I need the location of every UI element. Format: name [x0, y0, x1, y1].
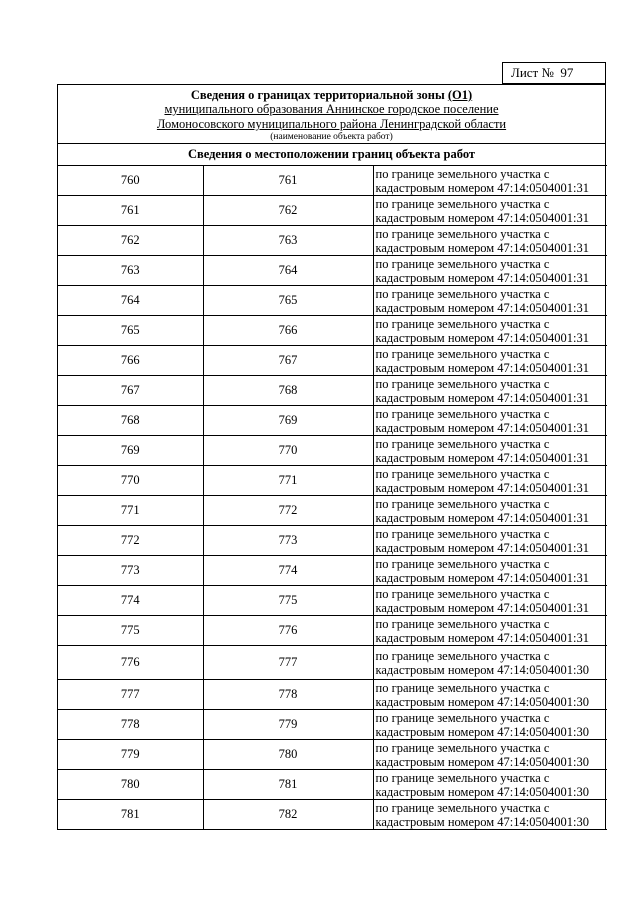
boundary-description: [373, 680, 607, 710]
description-line-2: кадастровым номером 47:14:0504001:31: [375, 240, 589, 255]
description-line-1: по границе земельного участка с: [375, 526, 550, 541]
description-line-2: кадастровым номером 47:14:0504001:31: [375, 570, 589, 585]
point-from: 766: [58, 346, 203, 376]
point-from: 765: [58, 316, 203, 346]
description-line-1: по границе земельного участка с: [375, 346, 550, 361]
boundary-description: [373, 346, 607, 376]
table-row: [58, 256, 607, 286]
description-line-2: кадастровым номером 47:14:0504001:30: [375, 724, 589, 739]
table-row: [58, 406, 607, 436]
point-from: 763: [58, 256, 203, 286]
boundary-description: [373, 586, 607, 616]
description-line-2: кадастровым номером 47:14:0504001:31: [375, 630, 589, 645]
description-line-1: по границе земельного участка с: [375, 466, 550, 481]
table-row: [58, 166, 607, 196]
description-line-2: кадастровым номером 47:14:0504001:31: [375, 210, 589, 225]
point-to: 781: [203, 770, 373, 800]
point-from: 762: [58, 226, 203, 256]
description-line-1: по границе земельного участка с: [375, 680, 550, 695]
boundary-description: [373, 196, 607, 226]
table-row: [58, 710, 607, 740]
point-from: 771: [58, 496, 203, 526]
boundary-description: [373, 800, 607, 830]
boundary-table: [58, 165, 607, 830]
boundary-description: [373, 770, 607, 800]
boundary-description: [373, 710, 607, 740]
table-row: [58, 496, 607, 526]
point-from: 761: [58, 196, 203, 226]
point-from: 773: [58, 556, 203, 586]
point-from: 779: [58, 740, 203, 770]
point-to: 777: [203, 646, 373, 680]
section-title: Сведения о местоположении границ объекта работ: [58, 143, 605, 165]
point-from: 781: [58, 800, 203, 830]
description-line-2: кадастровым номером 47:14:0504001:30: [375, 662, 589, 677]
point-from: 780: [58, 770, 203, 800]
boundary-description: [373, 166, 607, 196]
document-frame: [57, 84, 606, 830]
table-row: [58, 466, 607, 496]
description-line-2: кадастровым номером 47:14:0504001:30: [375, 814, 589, 829]
description-line-2: кадастровым номером 47:14:0504001:31: [375, 450, 589, 465]
point-to: 775: [203, 586, 373, 616]
description-line-1: по границе земельного участка с: [375, 166, 550, 181]
point-to: 762: [203, 196, 373, 226]
description-line-1: по границе земельного участка с: [375, 648, 550, 663]
point-to: 772: [203, 496, 373, 526]
description-line-2: кадастровым номером 47:14:0504001:30: [375, 694, 589, 709]
table-row: [58, 680, 607, 710]
header-caption: (наименование объекта работ): [270, 132, 393, 142]
table-row: [58, 226, 607, 256]
boundary-description: [373, 556, 607, 586]
table-row: [58, 376, 607, 406]
point-from: 772: [58, 526, 203, 556]
description-line-1: по границе земельного участка с: [375, 226, 550, 241]
table-row: [58, 740, 607, 770]
table-row: [58, 770, 607, 800]
point-to: 764: [203, 256, 373, 286]
point-to: 770: [203, 436, 373, 466]
boundary-description: [373, 740, 607, 770]
description-line-1: по границе земельного участка с: [375, 710, 550, 725]
description-line-2: кадастровым номером 47:14:0504001:31: [375, 330, 589, 345]
boundary-description: [373, 256, 607, 286]
boundary-table-body: [58, 166, 607, 830]
description-line-1: по границе земельного участка с: [375, 586, 550, 601]
point-from: 774: [58, 586, 203, 616]
table-row: [58, 316, 607, 346]
point-from: 770: [58, 466, 203, 496]
point-to: 778: [203, 680, 373, 710]
table-row: [58, 646, 607, 680]
point-from: 769: [58, 436, 203, 466]
boundary-description: [373, 496, 607, 526]
point-from: 777: [58, 680, 203, 710]
description-line-1: по границе земельного участка с: [375, 286, 550, 301]
header-title-prefix: Сведения о границах территориальной зоны: [190, 88, 445, 102]
description-line-2: кадастровым номером 47:14:0504001:31: [375, 390, 589, 405]
description-line-2: кадастровым номером 47:14:0504001:31: [375, 270, 589, 285]
table-row: [58, 800, 607, 830]
point-from: 760: [58, 166, 203, 196]
table-row: [58, 346, 607, 376]
boundary-description: [373, 646, 607, 680]
boundary-description: [373, 226, 607, 256]
description-line-1: по границе земельного участка с: [375, 740, 550, 755]
description-line-1: по границе земельного участка с: [375, 556, 550, 571]
description-line-2: кадастровым номером 47:14:0504001:31: [375, 600, 589, 615]
description-line-2: кадастровым номером 47:14:0504001:30: [375, 784, 589, 799]
description-line-1: по границе земельного участка с: [375, 316, 550, 331]
description-line-2: кадастровым номером 47:14:0504001:31: [375, 540, 589, 555]
point-from: 778: [58, 710, 203, 740]
boundary-description: [373, 376, 607, 406]
point-from: 776: [58, 646, 203, 680]
description-line-1: по границе земельного участка с: [375, 406, 550, 421]
table-row: [58, 196, 607, 226]
description-line-1: по границе земельного участка с: [375, 256, 550, 271]
point-to: 776: [203, 616, 373, 646]
point-to: 780: [203, 740, 373, 770]
sheet-number: 97: [560, 65, 574, 80]
point-from: 768: [58, 406, 203, 436]
description-line-2: кадастровым номером 47:14:0504001:31: [375, 360, 589, 375]
description-line-1: по границе земельного участка с: [375, 436, 550, 451]
point-to: 779: [203, 710, 373, 740]
point-from: 767: [58, 376, 203, 406]
boundary-description: [373, 526, 607, 556]
description-line-1: по границе земельного участка с: [375, 770, 550, 785]
point-to: 769: [203, 406, 373, 436]
table-row: [58, 556, 607, 586]
description-line-2: кадастровым номером 47:14:0504001:30: [375, 754, 589, 769]
table-row: [58, 526, 607, 556]
description-line-2: кадастровым номером 47:14:0504001:31: [375, 180, 589, 195]
description-line-1: по границе земельного участка с: [375, 496, 550, 511]
description-line-2: кадастровым номером 47:14:0504001:31: [375, 510, 589, 525]
table-row: [58, 616, 607, 646]
description-line-1: по границе земельного участка с: [375, 376, 550, 391]
point-to: 768: [203, 376, 373, 406]
table-row: [58, 436, 607, 466]
point-to: 766: [203, 316, 373, 346]
point-to: 767: [203, 346, 373, 376]
description-line-2: кадастровым номером 47:14:0504001:31: [375, 300, 589, 315]
point-from: 775: [58, 616, 203, 646]
point-to: 782: [203, 800, 373, 830]
boundary-description: [373, 286, 607, 316]
boundary-description: [373, 616, 607, 646]
point-to: 761: [203, 166, 373, 196]
description-line-1: по границе земельного участка с: [375, 196, 550, 211]
description-line-2: кадастровым номером 47:14:0504001:31: [375, 420, 589, 435]
sheet-number-box: [502, 62, 606, 84]
header-title: [58, 88, 605, 102]
point-from: 764: [58, 286, 203, 316]
point-to: 773: [203, 526, 373, 556]
description-line-2: кадастровым номером 47:14:0504001:31: [375, 480, 589, 495]
sheet-label: Лист №: [511, 65, 554, 80]
table-row: [58, 586, 607, 616]
header-title-zone: (О1): [447, 88, 473, 102]
header-municipality: муниципального образования Аннинское городское поселение: [164, 102, 499, 116]
boundary-description: [373, 436, 607, 466]
point-to: 763: [203, 226, 373, 256]
point-to: 771: [203, 466, 373, 496]
point-to: 774: [203, 556, 373, 586]
boundary-description: [373, 406, 607, 436]
boundary-description: [373, 466, 607, 496]
table-row: [58, 286, 607, 316]
header-district: Ломоносовского муниципального района Ленинградской области: [156, 117, 507, 131]
description-line-1: по границе земельного участка с: [375, 800, 550, 815]
document-header: [58, 84, 605, 143]
point-to: 765: [203, 286, 373, 316]
boundary-description: [373, 316, 607, 346]
description-line-1: по границе земельного участка с: [375, 616, 550, 631]
